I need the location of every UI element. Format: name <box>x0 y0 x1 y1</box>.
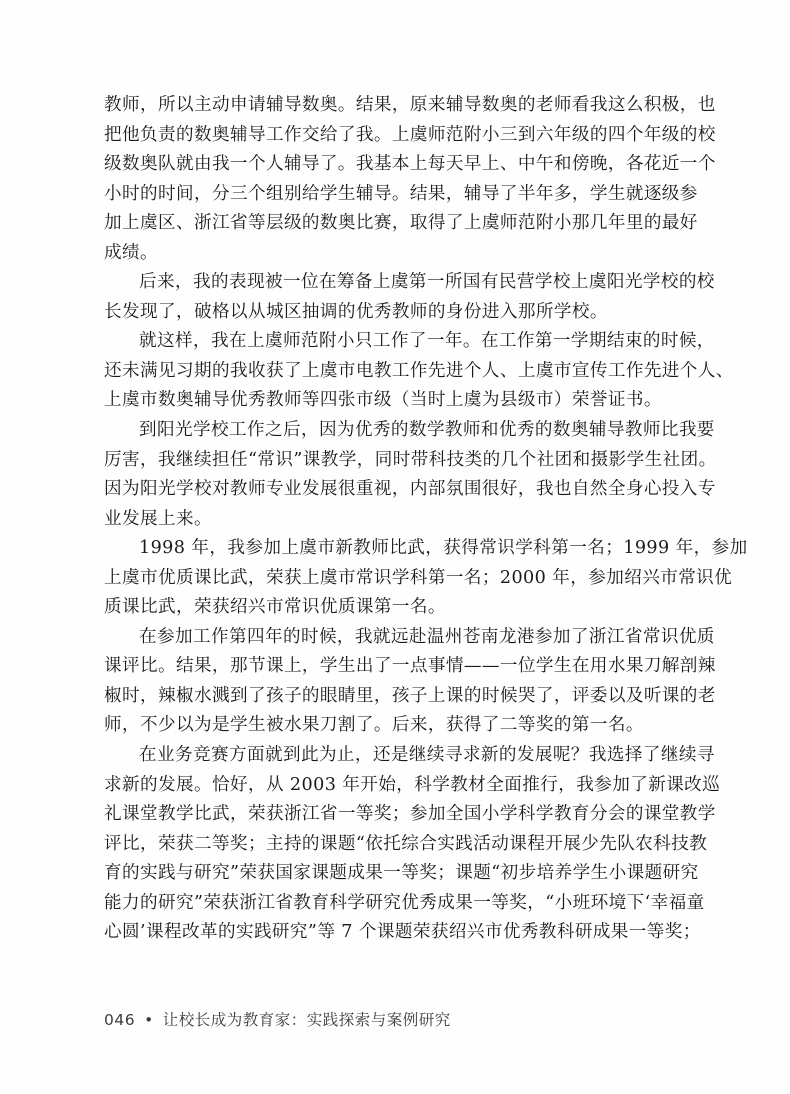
text-line: 在业务竞赛方面就到此为止，还是继续寻求新的发展呢？我选择了继续寻 <box>139 745 715 766</box>
page-number: 046 <box>104 1011 136 1029</box>
paragraph-6 <box>104 623 716 741</box>
text-line: 级数奥队就由我一个人辅导了。我基本上每天早上、中午和傍晚，各花近一个 <box>104 154 716 175</box>
text-line: 业发展上来。 <box>104 508 212 529</box>
text-line: 把他负责的数奥辅导工作交给了我。上虞师范附小三到六年级的四个年级的校 <box>104 124 716 145</box>
text-line: 求新的发展。恰好，从 2003 年开始，科学教材全面推行，我参加了新课改巡 <box>104 774 721 795</box>
text-line: 长发现了，破格以从城区抽调的优秀教师的身份进入那所学校。 <box>104 301 608 322</box>
text-line: 上虞市数奥辅导优秀教师等四张市级（当时上虞为县级市）荣誉证书。 <box>104 390 662 411</box>
text-line: 质课比武，荣获绍兴市常识优质课第一名。 <box>104 597 446 618</box>
text-line: 在参加工作第四年的时候，我就远赴温州苍南龙港参加了浙江省常识优质 <box>139 626 715 647</box>
paragraph-3 <box>104 327 734 416</box>
text-line: 能力的研究”荣获浙江省教育科学研究优秀成果一等奖，“小班环境下‘幸福童 <box>104 892 705 913</box>
body-text <box>104 91 748 948</box>
book-title: 让校长成为教育家：实践探索与案例研究 <box>162 1011 451 1029</box>
separator-dot: • <box>144 1011 154 1029</box>
text-line: 到阳光学校工作之后，因为优秀的数学教师和优秀的数奥辅导教师比我要 <box>139 420 715 441</box>
text-line: 椒时，辣椒水溅到了孩子的眼睛里，孩子上课的时候哭了，评委以及听课的老 <box>104 685 716 706</box>
text-line: 评比，荣获二等奖；主持的课题“依托综合实践活动课程开展少先队农科技教 <box>104 833 708 854</box>
page-footer <box>104 1008 451 1030</box>
text-line: 厉害，我继续担任“常识”课教学，同时带科技类的几个社团和摄影学生社团。 <box>104 449 717 470</box>
text-line: 1998 年，我参加上虞市新教师比武，获得常识学科第一名；1999 年，参加 <box>139 538 748 559</box>
paragraph-5 <box>104 534 748 623</box>
text-line: 加上虞区、浙江省等层级的数奥比赛，取得了上虞师范附小那几年里的最好 <box>104 213 698 234</box>
paragraph-1 <box>104 91 716 268</box>
text-line: 教师，所以主动申请辅导数奥。结果，原来辅导数奥的老师看我这么积极，也 <box>104 95 716 115</box>
text-line: 还未满见习期的我收获了上虞市电教工作先进个人、上虞市宣传工作先进个人、 <box>104 360 734 381</box>
text-line: 小时的时间，分三个组别给学生辅导。结果，辅导了半年多，学生就逐级参 <box>104 183 698 204</box>
text-line: 后来，我的表现被一位在筹备上虞第一所国有民营学校上虞阳光学校的校 <box>139 272 715 293</box>
text-line: 礼课堂教学比武，荣获浙江省一等奖；参加全国小学科学教育分会的课堂教学 <box>104 804 716 825</box>
paragraph-4 <box>104 416 717 534</box>
text-line: 心圆’课程改革的实践研究”等 7 个课题荣获绍兴市优秀教科研成果一等奖； <box>104 922 701 943</box>
paragraph-2 <box>104 268 715 327</box>
text-line: 上虞市优质课比武，荣获上虞市常识学科第一名；2000 年，参加绍兴市常识优 <box>104 567 733 588</box>
text-line: 因为阳光学校对教师专业发展很重视，内部氛围很好，我也自然全身心投入专 <box>104 479 716 500</box>
text-line: 课评比。结果，那节课上，学生出了一点事情——一位学生在用水果刀解剖辣 <box>104 656 716 677</box>
text-line: 师，不少以为是学生被水果刀割了。后来，获得了二等奖的第一名。 <box>104 715 644 736</box>
text-line: 就这样，我在上虞师范附小只工作了一年。在工作第一学期结束的时候， <box>139 331 715 352</box>
text-line: 育的实践与研究”荣获国家课题成果一等奖；课题“初步培养学生小课题研究 <box>104 863 699 884</box>
paragraph-7 <box>104 741 721 948</box>
text-line: 成绩。 <box>104 242 158 263</box>
